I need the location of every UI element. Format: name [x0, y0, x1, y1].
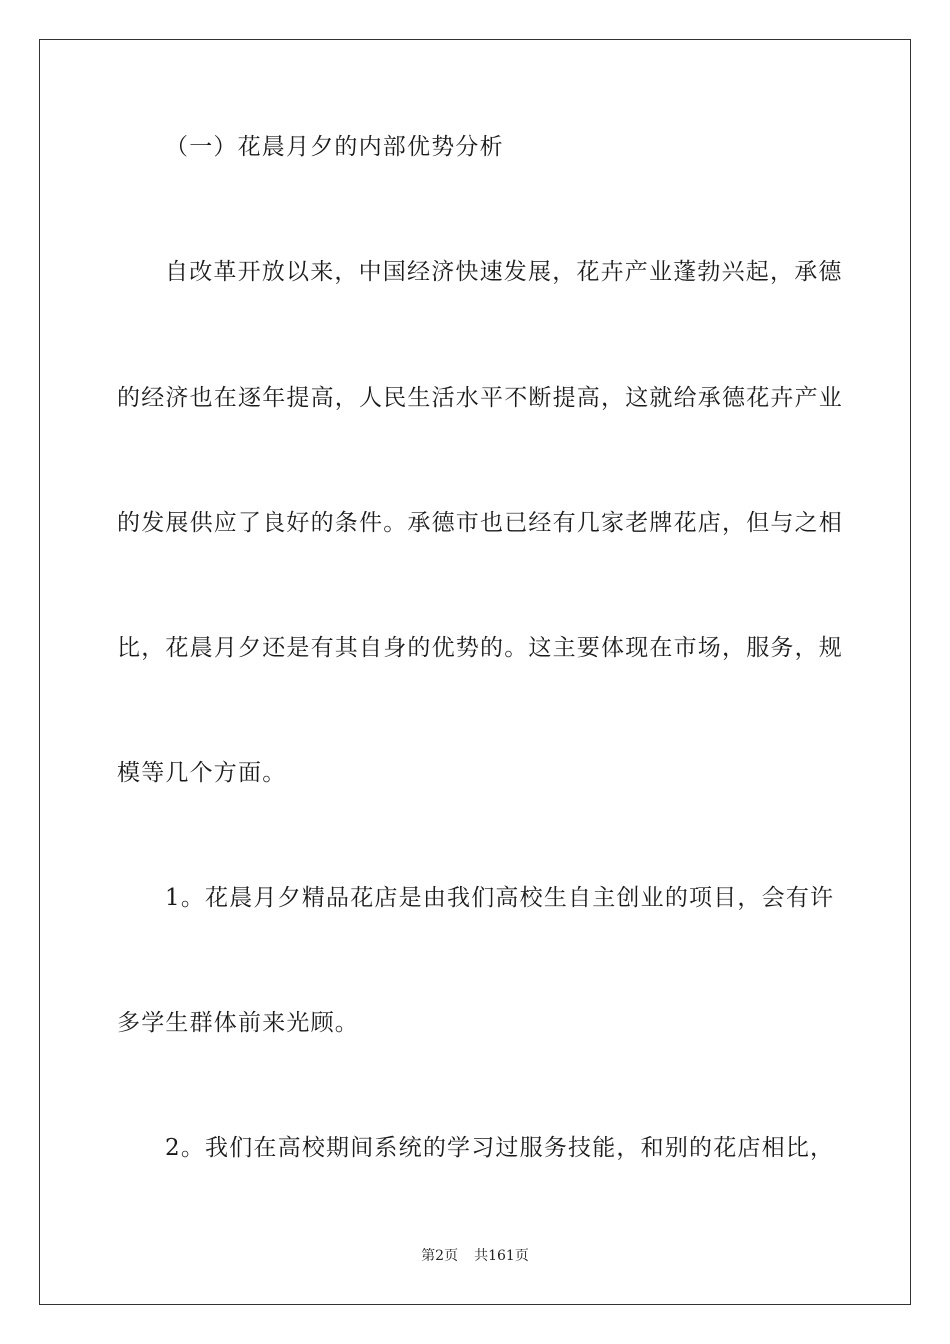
paragraph-2-line-2: 多学生群体前来光顾。 [117, 1010, 359, 1036]
page-number: 第2页 [421, 1248, 459, 1264]
page-footer [0, 1247, 950, 1265]
paragraph-2-line-1: 1。花晨月夕精品花店是由我们高校生自主创业的项目，会有许 [165, 885, 835, 911]
paragraph-1-line-3: 的发展供应了良好的条件。承德市也已经有几家老牌花店，但与之相 [117, 510, 843, 536]
paragraph-1-line-5: 模等几个方面。 [117, 760, 287, 786]
paragraph-1-line-4: 比，花晨月夕还是有其自身的优势的。这主要体现在市场，服务，规 [117, 635, 843, 661]
paragraph-1-line-1: 自改革开放以来，中国经济快速发展，花卉产业蓬勃兴起，承德 [165, 259, 843, 285]
page-border [39, 39, 911, 1305]
page-total: 共161页 [474, 1248, 529, 1264]
paragraph-1-line-2: 的经济也在逐年提高，人民生活水平不断提高，这就给承德花卉产业 [117, 385, 843, 411]
paragraph-3-line-1: 2。我们在高校期间系统的学习过服务技能，和别的花店相比， [165, 1135, 835, 1161]
section-heading: （一）花晨月夕的内部优势分析 [165, 134, 504, 160]
